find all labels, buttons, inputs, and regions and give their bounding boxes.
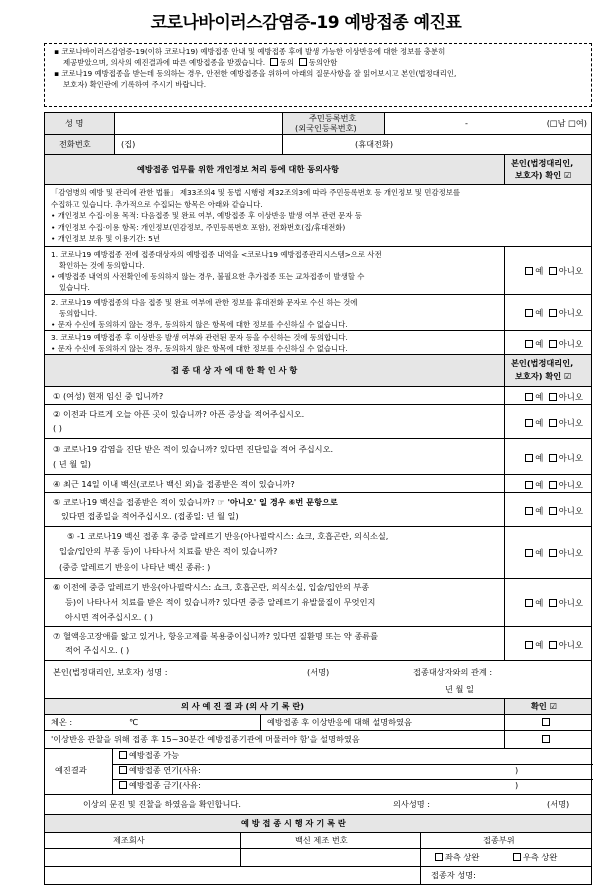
consent-notice: ▪ 코로나바이러스감염증-19(이하 코로나19) 예방접종 안내 및 예방접종 후에 발생 가능한 이상반응에 대한 정보를 충분히 제공받았으며, 의사의 예진결과에 따른 예방접종을 받겠습니다. 동의 동의안함 ▪ 코로나19 예방접종을 받는데 동의하는 경우, 안전한 예방접종을 위하여 아래의 질문사항을 잘 읽어보시고 본인(법정대리인, 보호자) 확인란에 기록하여 주시기 바랍니다. (44, 43, 592, 107)
notice-line2: 제공받았으며, 의사의 예진결과에 따른 예방접종을 받겠습니다. (63, 58, 266, 67)
notice-line3: 코로나19 예방접종을 받는데 동의하는 경우, 안전한 예방접종을 위하여 아래의 질문사항을 잘 읽어보시고 본인(법정대리인, (61, 69, 457, 78)
checked-box-icon: ☑ (564, 170, 572, 180)
doctor-label: 의사성명 : (393, 799, 430, 809)
observe-checkbox[interactable] (542, 735, 550, 743)
check-section-title: 접 종 대 상 자 에 대 한 확 인 사 항 (171, 365, 298, 375)
privacy-title: 예방접종 업무를 위한 개인정보 처리 등에 대한 동의사항 (137, 164, 339, 174)
phone-label: 전화번호 (59, 139, 91, 149)
exam-header: 의 사 예 진 결 과 (의 사 기 록 란) 확인 ☑ (45, 699, 591, 715)
question-1: ① (여성) 현재 임신 중 입니까? 예 아니오 (45, 387, 591, 405)
yes-checkbox[interactable] (525, 419, 533, 427)
record-values: 좌측 상완 우측 상완 (45, 849, 591, 867)
signature-date[interactable]: 년 월 일 (445, 684, 474, 694)
symptom-input[interactable]: ( ) (53, 423, 62, 433)
notice-line4: 보호자) 확인란에 기록하여 주시기 바랍니다. (63, 80, 207, 89)
temperature-row: 체온 : ℃ 예방접종 후 이상반응에 대해 설명하였음 (45, 715, 591, 731)
giver-row (45, 867, 591, 884)
doctor-row (45, 795, 591, 815)
privacy-item-1: 1. 코로나19 예방접종 전에 접종대상자의 예방접종 내역을 <코로나19 예방접종관리시스템>으로 사전 확인하는 것에 동의합니다. • 예방접종 내역의 사전확인에 동의하지 않는 경우, 불필요한 추가접종 또는 교차접종이 발생할 수 있습니다. 예 아니오 (45, 247, 591, 295)
privacy-item-3: 3. 코로나19 예방접종 후 이상반응 발생 여부와 관련된 문자 등을 수신하는 것에 동의합니다. • 문자 수신에 동의하지 않는 경우, 동의하지 않은 항목에 대한 정보를 수신하실 수 없습니다. 예 아니오 (45, 331, 591, 355)
lot-input[interactable] (241, 849, 421, 866)
option-contraindicated-checkbox[interactable] (119, 781, 127, 789)
form-table (44, 112, 592, 885)
giver-label: 접종자 성명: (431, 870, 476, 880)
allergen-input[interactable]: 아시면 적어주십시오. ( ) (65, 612, 153, 622)
name-input[interactable] (115, 113, 283, 134)
privacy-item-2: 2. 코로나19 예방접종의 다음 접종 및 완료 여부에 관한 정보를 휴대전화 문자로 수신 하는 것에 동의합니다. • 문자 수신에 동의하지 않는 경우, 동의하지 않은 항목에 대한 정보를 수신하실 수 없습니다. 예 아니오 (45, 295, 591, 331)
notice-line1: 코로나바이러스감염증-19(이하 코로나19) 예방접종 안내 및 예방접종 후에 발생 가능한 이상반응에 대한 정보를 충분히 (61, 47, 446, 56)
no-checkbox[interactable] (549, 481, 557, 489)
question-3: ③ 코로나19 감염을 진단 받은 적이 있습니까? 있다면 진단일을 적어 주십시오. ( 년 월 일) 예 아니오 (45, 439, 591, 475)
privacy-law: 「감염병의 예방 및 관리에 관한 법률」 제33조의4 및 동법 시행령 제32조의3에 따라 주민등록번호 등 개인정보 및 민감정보를 수집하고 있습니다. 추가적으로 수집되는 항목은 아래와 같습니다. • 개인정보 수집·이용 목적: 다음접종 및 완료 여부, 예방접종 후 이상반응 발생 여부 관련 문자 등 • 개인정보 수집·이용 항목: 개인정보(민감정보, 주민등록번호 포함), 전화번호(집/휴대전화) • 개인정보 보유 및 이용기간: 5년 (45, 185, 591, 247)
yes-checkbox[interactable] (525, 454, 533, 462)
mobile-phone-input[interactable]: (휴대전화) (355, 139, 394, 149)
right-arm-checkbox[interactable] (513, 853, 521, 861)
yes-checkbox[interactable] (525, 267, 533, 275)
check-section-header: 접 종 대 상 자 에 대 한 확 인 사 항 본인(법정대리인, 보호자) 확인 ☑ (45, 355, 591, 387)
no-checkbox[interactable] (549, 549, 557, 557)
result-label: 예진결과 (55, 765, 87, 775)
gender-select[interactable]: (□남 □여) (546, 118, 587, 128)
yes-checkbox[interactable] (525, 393, 533, 401)
record-title: 예 방 접 종 시 행 자 기 록 란 (241, 818, 346, 828)
agree-label: 동의 (279, 58, 295, 67)
no-checkbox[interactable] (549, 393, 557, 401)
checked-box-icon: ☑ (549, 701, 558, 711)
option-possible-checkbox[interactable] (119, 751, 127, 759)
disease-input[interactable]: 적어 주십시오. ( ) (65, 645, 130, 655)
no-checkbox[interactable] (549, 309, 557, 317)
question-6: ⑥ 이전에 중증 알레르기 반응(아나필락시스: 쇼크, 호흡곤란, 의식소실, 입술/입안의 부종 등)이 나타나서 치료를 받은 적이 있습니까? 있다면 중증 알레르기 유발물질이 무엇인지 아시면 적어주십시오. ( ) 예 아니오 (45, 579, 591, 627)
signer-label: 본인(법정대리인, 보호자) 성명 : (53, 667, 168, 677)
yes-checkbox[interactable] (525, 599, 533, 607)
question-2: ② 이전과 다르게 오늘 아픈 곳이 있습니까? 아픈 증상을 적어주십시오. ( ) 예 아니오 (45, 405, 591, 439)
no-checkbox[interactable] (549, 267, 557, 275)
disagree-label: 동의안함 (308, 58, 338, 67)
form-title: 코로나바이러스감염증-19 예방접종 예진표 (150, 13, 462, 33)
question-4: ④ 최근 14일 이내 백신(코로나 백신 외)을 접종받은 적이 있습니까? 예 아니오 (45, 475, 591, 493)
name-label: 성 명 (65, 118, 84, 128)
no-checkbox[interactable] (549, 454, 557, 462)
relation-label: 접종대상자와의 관계 : (413, 667, 493, 677)
skip-hint: ☞ '아니오' 일 경우 ⑥번 문항으로 (217, 497, 338, 507)
temp-label: 체온 : (51, 717, 73, 727)
checked-box-icon: ☑ (564, 371, 572, 381)
signer-sign[interactable]: (서명) (307, 667, 330, 677)
yes-checkbox[interactable] (525, 549, 533, 557)
yes-checkbox[interactable] (525, 507, 533, 515)
rrn-label: 주민등록번호 (309, 113, 357, 123)
no-checkbox[interactable] (549, 419, 557, 427)
rrn-sublabel: (외국인등록번호) (295, 123, 357, 133)
record-header (45, 815, 591, 833)
temp-unit: ℃ (129, 717, 139, 727)
option-postpone-checkbox[interactable] (119, 766, 127, 774)
explain-checkbox[interactable] (542, 718, 550, 726)
yes-checkbox[interactable] (525, 641, 533, 649)
vaccine-date-input[interactable]: 있다면 접종일을 적어주십시오. (접종일: 년 월 일) (61, 511, 239, 521)
exam-result: 예진결과 예방접종 가능 예방접종 연기(사유: ) 예방접종 금기(사유: ) (45, 749, 591, 795)
question-5-1: ⑤ -1 코로나19 백신 접종 후 중증 알레르기 반응(아나필락시스: 쇼크, 호흡곤란, 의식소실, 입술/입안의 부종 등)이 나타나서 치료를 받은 적이 있습니까? (중증 알레르기 반응이 나타난 백신 종류: ) 예 아니오 (45, 527, 591, 579)
signature-row (45, 661, 591, 699)
yes-checkbox[interactable] (525, 481, 533, 489)
phone-row (45, 135, 591, 155)
doctor-confirm-text: 이상의 문진 및 진찰을 하였음을 확인합니다. (83, 799, 241, 809)
home-phone-input[interactable]: (집) (115, 135, 283, 154)
no-checkbox[interactable] (549, 340, 557, 348)
left-arm-checkbox[interactable] (435, 853, 443, 861)
vaccine-type-input[interactable]: (중증 알레르기 반응이 나타난 백신 종류: ) (59, 562, 211, 572)
exam-title: 의 사 예 진 결 과 (의 사 기 록 란) (181, 701, 304, 711)
observe-row: '이상반응 관찰을 위해 접종 후 15~30분간 예방접종기관에 머물러야 함'을 설명하였음 (45, 731, 591, 749)
rrn-input[interactable]: - (□남 □여) (465, 118, 587, 128)
diagnosis-date-input[interactable]: ( 년 월 일) (53, 459, 91, 469)
no-checkbox[interactable] (549, 641, 557, 649)
disagree-checkbox[interactable] (299, 58, 307, 66)
name-row (45, 113, 591, 135)
yes-checkbox[interactable] (525, 309, 533, 317)
no-checkbox[interactable] (549, 507, 557, 515)
doctor-sign[interactable]: (서명) (547, 799, 570, 809)
yes-checkbox[interactable] (525, 340, 533, 348)
no-checkbox[interactable] (549, 599, 557, 607)
agree-checkbox[interactable] (270, 58, 278, 66)
maker-input[interactable] (45, 849, 241, 866)
privacy-header: 예방접종 업무를 위한 개인정보 처리 등에 대한 동의사항 본인(법정대리인, 보호자) 확인 ☑ (45, 155, 591, 185)
record-columns: 제조회사 백신 제조 번호 접종부위 (45, 833, 591, 849)
question-7: ⑦ 혈액응고장애를 앓고 있거나, 항응고제를 복용중이십니까? 있다면 질환명 또는 약 종류를 적어 주십시오. ( ) 예 아니오 (45, 627, 591, 661)
question-5: ⑤ 코로나19 백신을 접종받은 적이 있습니까? ☞ '아니오' 일 경우 ⑥번 문항으로 있다면 접종일을 적어주십시오. (접종일: 년 월 일) 예 아니오 (45, 493, 591, 527)
